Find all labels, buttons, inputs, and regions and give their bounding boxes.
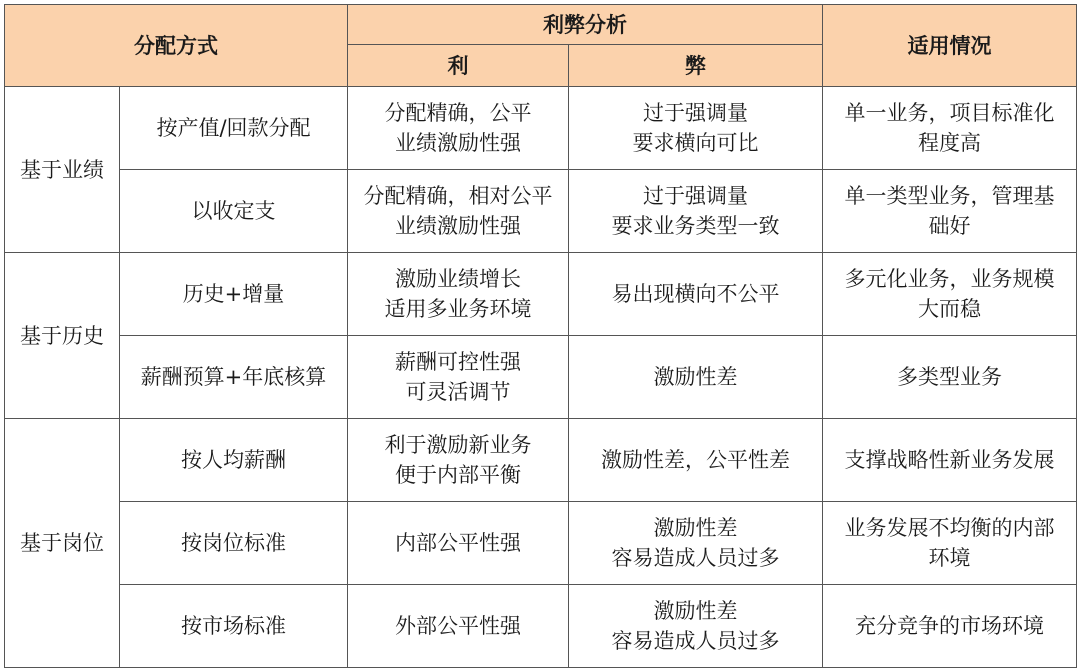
allocation-methods-table [4, 4, 1077, 668]
pros-cell [348, 419, 569, 502]
pros-cell-line: 利于激励新业务 [384, 433, 532, 457]
pros-cell [348, 170, 569, 253]
table-row [5, 502, 1077, 585]
cons-cell-line: 过于强调量 [643, 101, 748, 125]
cons-cell [569, 170, 823, 253]
method-cell: 以收定支 [120, 170, 348, 253]
pros-cell [348, 253, 569, 336]
group-label: 基于岗位 [5, 419, 120, 668]
applicable-cell [823, 170, 1077, 253]
table-body [5, 87, 1077, 668]
cons-cell-line: 激励性差 [653, 599, 738, 623]
applicable-cell [823, 336, 1077, 419]
table-row [5, 170, 1077, 253]
pros-cell-line: 外部公平性强 [395, 614, 521, 638]
pros-cell-line: 业绩激励性强 [395, 131, 521, 155]
applicable-cell-line: 单一业务，项目标准化 [844, 101, 1055, 125]
applicable-cell-line: 础好 [928, 214, 971, 238]
applicable-cell [823, 419, 1077, 502]
applicable-cell-line: 大而稳 [918, 297, 981, 321]
applicable-cell [823, 585, 1077, 668]
applicable-cell-line: 业务发展不均衡的内部 [844, 516, 1055, 540]
table-row [5, 336, 1077, 419]
table-row [5, 585, 1077, 668]
cons-cell-line: 要求业务类型一致 [611, 214, 780, 238]
pros-cell-line: 激励业绩增长 [395, 267, 521, 291]
header-analysis: 利弊分析 [348, 5, 823, 45]
cons-cell [569, 253, 823, 336]
header-pros: 利 [348, 45, 569, 87]
pros-cell-line: 薪酬可控性强 [395, 350, 521, 374]
header-applicable: 适用情况 [823, 5, 1077, 87]
header-method: 分配方式 [5, 5, 348, 87]
applicable-cell-line: 单一类型业务，管理基 [844, 184, 1055, 208]
pros-cell-line: 适用多业务环境 [384, 297, 532, 321]
cons-cell-line: 激励性差，公平性差 [601, 448, 790, 472]
pros-cell [348, 585, 569, 668]
pros-cell-line: 分配精确，公平 [384, 101, 532, 125]
table-row [5, 253, 1077, 336]
group-label: 基于业绩 [5, 87, 120, 253]
cons-cell-line: 容易造成人员过多 [611, 629, 780, 653]
method-cell: 按岗位标准 [120, 502, 348, 585]
table-row [5, 419, 1077, 502]
applicable-cell-line: 充分竞争的市场环境 [855, 614, 1044, 638]
cons-cell-line: 激励性差 [653, 365, 738, 389]
method-cell: 按市场标准 [120, 585, 348, 668]
cons-cell [569, 502, 823, 585]
applicable-cell-line: 程度高 [918, 131, 981, 155]
pros-cell-line: 便于内部平衡 [395, 463, 521, 487]
applicable-cell-line: 多类型业务 [897, 365, 1002, 389]
table-row [5, 87, 1077, 170]
pros-cell [348, 336, 569, 419]
header-cons: 弊 [569, 45, 823, 87]
cons-cell [569, 87, 823, 170]
pros-cell-line: 分配精确，相对公平 [363, 184, 553, 208]
cons-cell [569, 585, 823, 668]
method-cell: 薪酬预算+年底核算 [120, 336, 348, 419]
cons-cell [569, 419, 823, 502]
applicable-cell-line: 环境 [928, 546, 971, 570]
group-label: 基于历史 [5, 253, 120, 419]
cons-cell-line: 容易造成人员过多 [611, 546, 780, 570]
pros-cell-line: 业绩激励性强 [395, 214, 521, 238]
applicable-cell-line: 支撑战略性新业务发展 [844, 448, 1055, 472]
cons-cell-line: 要求横向可比 [632, 131, 759, 155]
cons-cell-line: 易出现横向不公平 [611, 282, 780, 306]
applicable-cell [823, 87, 1077, 170]
pros-cell [348, 502, 569, 585]
applicable-cell [823, 502, 1077, 585]
cons-cell [569, 336, 823, 419]
pros-cell-line: 可灵活调节 [405, 380, 511, 404]
cons-cell-line: 过于强调量 [643, 184, 748, 208]
pros-cell [348, 87, 569, 170]
method-cell: 按人均薪酬 [120, 419, 348, 502]
applicable-cell [823, 253, 1077, 336]
cons-cell-line: 激励性差 [653, 516, 738, 540]
method-cell: 按产值/回款分配 [120, 87, 348, 170]
pros-cell-line: 内部公平性强 [395, 531, 521, 555]
method-cell: 历史+增量 [120, 253, 348, 336]
applicable-cell-line: 多元化业务，业务规模 [844, 267, 1055, 291]
